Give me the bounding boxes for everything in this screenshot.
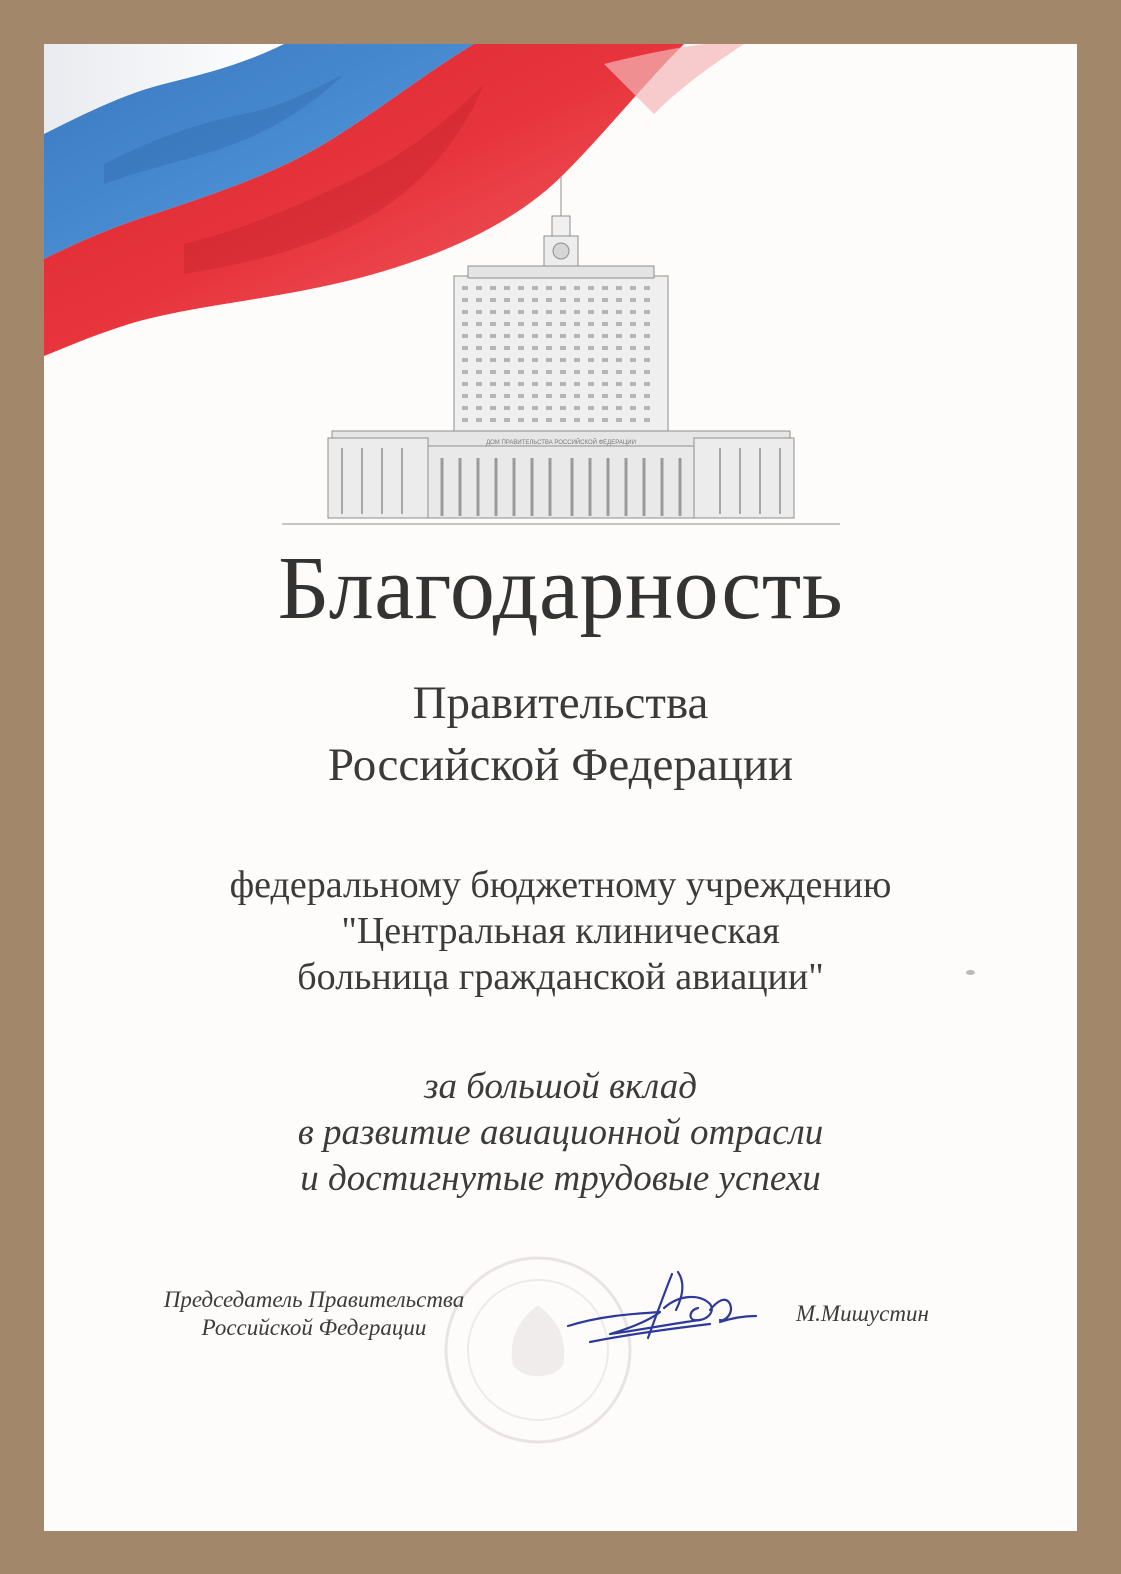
certificate-title: Благодарность xyxy=(277,539,844,638)
reason-line-3: и достигнутые трудовые успехи xyxy=(300,1158,821,1199)
reason-line-1: за большой вклад xyxy=(424,1066,697,1107)
issuer-block xyxy=(44,672,1077,796)
paper-speck xyxy=(966,970,975,975)
recipient-line-2: "Центральная клиническая xyxy=(341,910,780,952)
reason-line-2: в развитие авиационной отрасли xyxy=(297,1112,824,1153)
signatory-position-line-1: Председатель Правительства xyxy=(163,1287,465,1312)
reason-block xyxy=(44,1064,1077,1202)
building-caption: ДОМ ПРАВИТЕЛЬСТВА РОССИЙСКОЙ ФЕДЕРАЦИИ xyxy=(486,440,636,446)
issuer-line-1: Правительства xyxy=(412,677,709,729)
signatory-name: М.Мишустин xyxy=(796,1301,929,1326)
recipient-line-3: больница гражданской авиации" xyxy=(297,956,824,998)
signatory-position xyxy=(104,1286,524,1342)
recipient-line-1: федеральному бюджетному учреждению xyxy=(229,864,892,906)
government-house-illustration xyxy=(282,176,840,528)
recipient-block xyxy=(44,862,1077,1000)
certificate-sheet xyxy=(44,44,1077,1531)
issuer-line-2: Российской Федерации xyxy=(327,739,794,791)
signatory-position-line-2: Российской Федерации xyxy=(201,1315,427,1340)
handwritten-signature xyxy=(560,1264,760,1354)
